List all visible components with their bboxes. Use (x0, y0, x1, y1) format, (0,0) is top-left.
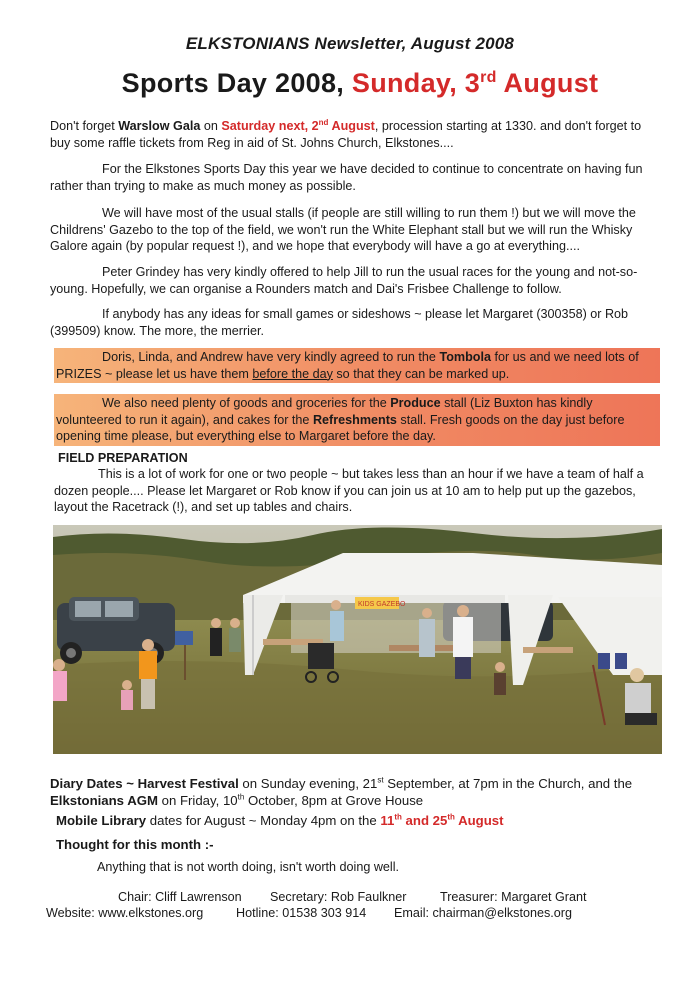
gala-date-month: August (328, 119, 375, 133)
paragraph-races (50, 264, 660, 297)
text-bold: Elkstonians AGM (50, 793, 158, 808)
photo-illustration (53, 525, 662, 754)
sports-day-photo (53, 525, 662, 754)
paragraph-warslow-gala (50, 118, 660, 151)
text-run: October, 8pm at Grove House (244, 793, 424, 808)
thought-text: Anything that is not worth doing, isn't worth doing well. (97, 860, 400, 874)
sports-day-headline (0, 68, 700, 99)
mobile-library-lead: Mobile Library (56, 813, 147, 828)
text-underline: before the day (252, 366, 333, 381)
text-run: stall. Fresh goods on the day just before opening time please, but everything else to Margaret before the day. (56, 412, 625, 443)
text-bold: Tombola (439, 350, 491, 364)
text-run: for us and we need lots of PRIZES ~ please let us have them (56, 350, 639, 381)
headline-event: Sports Day 2008, (121, 68, 352, 98)
paragraph-intro (50, 161, 660, 194)
text-run: dates for August ~ Monday 4pm on the (146, 813, 381, 828)
library-date-2: 25 (432, 813, 448, 828)
thought-heading: Thought for this month :- (56, 837, 214, 852)
text-superscript: th (447, 812, 455, 822)
gala-date (221, 119, 374, 133)
footer-website: Website: www.elkstones.org (46, 906, 204, 920)
diary-dates (50, 775, 680, 809)
text-run: If anybody has any ideas for small games or sideshows ~ please let Margaret (300358) or Rob (399509) know. The more, the merrier. (50, 307, 629, 338)
gala-date-suffix: nd (318, 117, 329, 127)
text-bold: Warslow Gala (118, 119, 201, 133)
text-run: We also need plenty of goods and groceries for the (102, 396, 391, 410)
text-run: and (401, 813, 433, 828)
footer-hotline: Hotline: 01538 303 914 (236, 906, 367, 920)
library-dates (380, 813, 503, 828)
text-run: on (200, 119, 222, 133)
footer-chair: Chair: Cliff Lawrenson (118, 890, 242, 904)
text-run: Don't forget (50, 119, 119, 133)
headline-date (352, 68, 598, 98)
footer-secretary: Secretary: Rob Faulkner (270, 890, 407, 904)
headline-date-suffix: rd (480, 69, 497, 86)
callout-produce (54, 394, 660, 446)
text-run: Doris, Linda, and Andrew have very kindly agreed to run the (102, 350, 440, 364)
text-run: , procession starting at 1330. and don't forget to buy some raffle tickets from Reg in aid of St. Johns Church, Elkstones.... (50, 119, 642, 150)
mobile-library (56, 813, 686, 828)
field-preparation-heading: FIELD PREPARATION (58, 451, 188, 465)
gala-date-day: Saturday next, 2 (221, 119, 319, 133)
text-run: Peter Grindey has very kindly offered to help Jill to run the usual races for the young and not-so-young. Hopefully, we can organise a Rounders match and Dai's Frisbee Challenge to follow. (50, 265, 638, 296)
footer-treasurer: Treasurer: Margaret Grant (440, 890, 587, 904)
footer-email: Email: chairman@elkstones.org (394, 906, 572, 920)
headline-date-day: Sunday, 3 (351, 68, 481, 98)
callout-tombola (54, 348, 660, 383)
text-run: September, at 7pm in the Church, and the (383, 776, 633, 791)
newsletter-title: ELKSTONIANS Newsletter, August 2008 (185, 34, 515, 53)
text-bold: Refreshments (312, 412, 397, 427)
paragraph-field-preparation (54, 466, 662, 516)
text-superscript: th (237, 792, 245, 802)
text-superscript: th (394, 812, 402, 822)
diary-dates-lead: Diary Dates ~ Harvest Festival (50, 776, 239, 791)
text-run: We will have most of the usual stalls (if people are still willing to run them !) but we will move the Childrens' Gazebo to the top of the field, we won't run the White Elephant stall but we will run the Whisky Galore again (by popular request !), and we hope that everybody will have a go at everything.... (50, 206, 636, 253)
text-run: on Sunday evening, 21 (238, 776, 378, 791)
text-run: This is a lot of work for one or two people ~ but takes less than an hour if we have a team of half a dozen people.... Please let Margaret or Rob know if you can join us at 10 am to help put up the gazebos, layout the Racetrack (!), and set up tables and chairs. (54, 467, 644, 514)
kids-gazebo-banner: KIDS GAZEBO (358, 601, 406, 608)
library-month: August (454, 813, 504, 828)
headline-date-month: August (496, 68, 599, 98)
text-run: so that they can be marked up. (332, 366, 510, 381)
text-run: For the Elkstones Sports Day this year we have decided to continue to concentrate on having fun rather than trying to make as much money as possible. (50, 162, 643, 193)
paragraph-stalls (50, 205, 660, 255)
text-run: on Friday, 10 (157, 793, 238, 808)
text-bold: Produce (390, 396, 441, 410)
text-superscript: st (377, 775, 384, 785)
text-run: stall (Liz Buxton has kindly volunteered to run it again), and cakes for the (56, 396, 593, 427)
paragraph-ideas (50, 306, 660, 339)
library-date-1: 11 (380, 813, 395, 828)
